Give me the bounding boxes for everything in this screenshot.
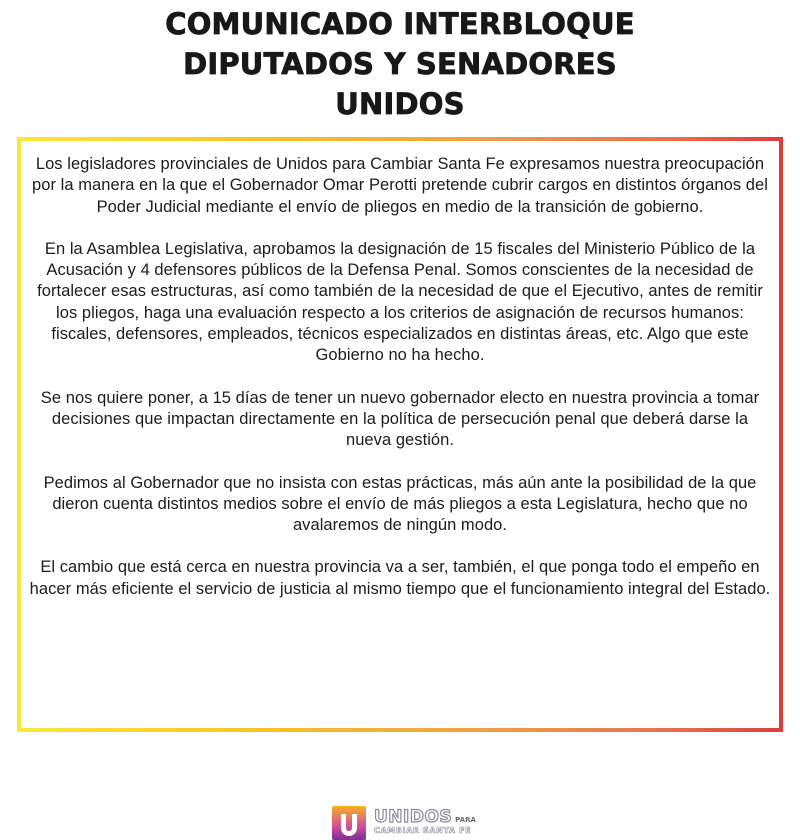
title-line-1: COMUNICADO INTERBLOQUE [165, 7, 635, 41]
u-letter-icon [332, 806, 366, 840]
paragraph-4: Pedimos al Gobernador que no insista con estas prácticas, más aún ante la posibilidad de la que dieron cuenta distintos medios sobre el envío de más pliegos a esta Legislatura, hecho que no avalaremos de ningún modo. [43, 473, 757, 535]
unidos-logo [332, 806, 476, 834]
paragraph-1: Los legisladores provinciales de Unidos para Cambiar Santa Fe expresamos nuestra preocupación por la manera en la que el Gobernador Omar Perotti pretende cubrir cargos en distintos órganos del Poder Judicial mediante el envío de pliegos en medio de la transición de gobierno. [32, 155, 768, 216]
logo-para: PARA [455, 816, 476, 824]
gradient-border-frame [17, 137, 783, 732]
logo-subtitle: CAMBIAR SANTA FE [374, 826, 472, 835]
paragraph-5: El cambio que está cerca en nuestra provincia va a ser, también, el que ponga todo el empeño en hacer más eficiente el servicio de justicia al mismo tiempo que el funcionamiento integral del Estado. [29, 558, 771, 598]
title-line-3: UNIDOS [335, 87, 465, 121]
page-title [0, 4, 800, 124]
paragraph-2: En la Asamblea Legislativa, aprobamos la designación de 15 fiscales del Ministerio Público de la Acusación y 4 defensores públicos de la Defensa Penal. Somos conscientes de la necesidad de fortalecer esas estructuras, así como también de la necesidad de que el Ejecutivo, antes de remitir los pliegos, haga una evaluación respecto a los criterios de asignación de recursos humanos: fiscales, defensores, empleados, técnicos especializados en distintas áreas, etc. Algo que este Gobierno no ha hecho. [37, 239, 763, 365]
statement-body [21, 141, 779, 728]
title-line-2: DIPUTADOS Y SENADORES [183, 47, 617, 81]
logo-text [374, 806, 476, 836]
paragraph-3: Se nos quiere poner, a 15 días de tener un nuevo gobernador electo en nuestra provincia a tomar decisiones que impactan directamente en la política de persecución penal que deberá darse la nueva gestión. [40, 388, 760, 450]
logo-word: UNIDOS [374, 807, 453, 827]
